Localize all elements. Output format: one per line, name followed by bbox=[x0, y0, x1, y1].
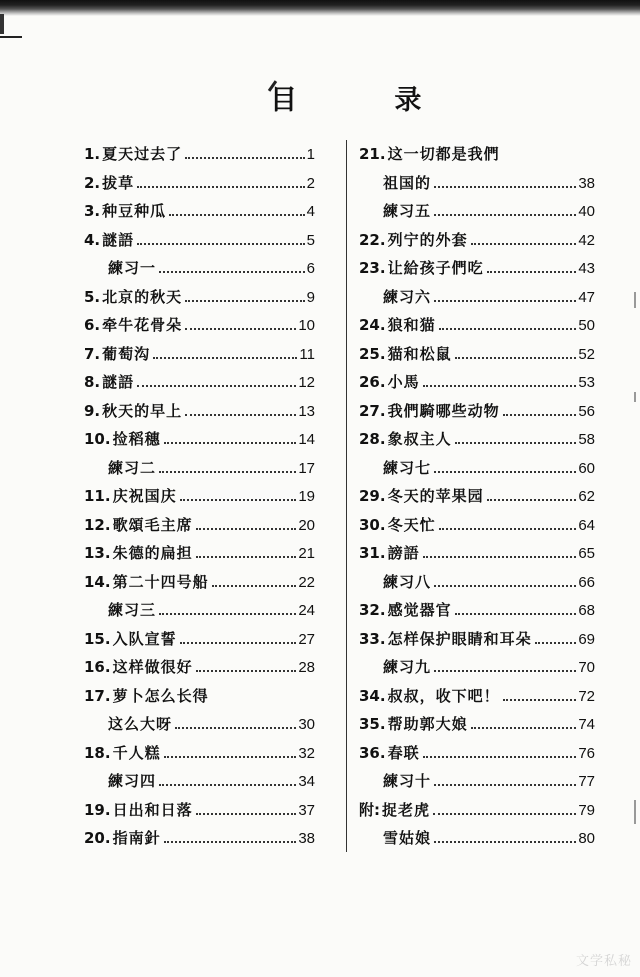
scan-edge-mark bbox=[634, 392, 636, 402]
watermark: 文学私秘 bbox=[575, 954, 632, 969]
dot-leader bbox=[434, 300, 576, 302]
toc-entry-number: 21. bbox=[359, 145, 386, 163]
toc-entry-title: 練习十 bbox=[383, 772, 432, 790]
toc-entry-title: 庆祝国庆 bbox=[112, 487, 177, 505]
toc-entry-page: 66 bbox=[578, 573, 595, 591]
dot-leader bbox=[180, 499, 297, 501]
toc-entry-page: 70 bbox=[578, 659, 595, 676]
toc-entry-title: 葡萄沟 bbox=[102, 344, 151, 363]
dot-leader bbox=[434, 585, 576, 587]
toc-entry bbox=[359, 311, 595, 340]
toc-entry-title: 感觉器官 bbox=[387, 601, 452, 619]
toc-entry-number: 9. bbox=[84, 401, 101, 420]
toc-entry-page: 38 bbox=[298, 830, 315, 847]
toc-entry-page: 60 bbox=[578, 459, 595, 477]
toc-entry bbox=[84, 283, 315, 312]
toc-entry-page: 17 bbox=[298, 459, 315, 477]
toc-entry-page: 12 bbox=[298, 374, 315, 391]
toc-entry-page: 52 bbox=[578, 345, 595, 363]
toc-entry-number: 22. bbox=[359, 230, 386, 249]
toc-entry-title: 歌頌毛主席 bbox=[112, 515, 193, 534]
toc-entry-title: 捉老虎 bbox=[382, 800, 431, 819]
toc-entry-page: 27 bbox=[298, 630, 315, 648]
toc-entry-title: 謎語 bbox=[102, 373, 135, 391]
toc-entry-number: 17. bbox=[84, 686, 111, 705]
toc-entry bbox=[359, 653, 595, 682]
toc-entry-title: 让給孩子們吃 bbox=[387, 259, 484, 277]
toc-entry-number: 31. bbox=[359, 544, 386, 562]
toc-entry-title: 謗語 bbox=[387, 544, 420, 562]
toc-entry-page: 77 bbox=[578, 773, 595, 790]
dot-leader bbox=[434, 214, 576, 216]
dot-leader bbox=[137, 243, 305, 245]
toc-entry-title: 夏天过去了 bbox=[102, 145, 183, 163]
toc-entry bbox=[359, 140, 595, 169]
dot-leader bbox=[185, 157, 305, 159]
toc-entry bbox=[84, 340, 315, 369]
toc-entry-page: 53 bbox=[578, 374, 595, 391]
toc-entry-title: 怎样保护眼睛和耳朵 bbox=[387, 629, 532, 648]
toc-entry bbox=[84, 710, 315, 739]
toc-entry bbox=[359, 283, 595, 312]
toc-entry-page: 10 bbox=[298, 317, 315, 334]
toc-entry-title: 練习四 bbox=[108, 772, 157, 790]
dot-leader bbox=[423, 756, 577, 758]
dot-leader bbox=[439, 528, 577, 530]
toc-entry-title: 拔草 bbox=[102, 173, 135, 192]
toc-entry-page: 9 bbox=[306, 288, 315, 306]
toc-entry-title: 朱德的扁担 bbox=[112, 544, 193, 562]
dot-leader bbox=[175, 727, 296, 729]
column-divider bbox=[346, 140, 347, 852]
dot-leader bbox=[159, 271, 305, 273]
toc-entry-number: 13. bbox=[84, 544, 111, 562]
toc-entry bbox=[84, 254, 315, 283]
dot-leader bbox=[159, 613, 296, 615]
toc-entry-title: 这样做很好 bbox=[112, 658, 193, 676]
toc-entry bbox=[84, 397, 315, 426]
toc-entry-number: 35. bbox=[359, 715, 386, 733]
toc-entry-page: 69 bbox=[578, 630, 595, 648]
toc-entry-page: 74 bbox=[578, 716, 595, 733]
toc-entry-title: 練习九 bbox=[383, 658, 432, 676]
page-title: 目 录 bbox=[270, 85, 466, 116]
toc-entry-number: 6. bbox=[84, 316, 101, 334]
toc-entry-title: 象叔主人 bbox=[387, 430, 452, 448]
toc-entry-number: 32. bbox=[359, 601, 386, 619]
toc-entry bbox=[84, 169, 315, 198]
dot-leader bbox=[439, 328, 577, 330]
toc-entry-page: 47 bbox=[578, 288, 595, 306]
toc-entry bbox=[84, 140, 315, 169]
toc-entry-number: 18. bbox=[84, 743, 111, 762]
toc-entry-title: 入队宣誓 bbox=[112, 629, 177, 648]
toc-entry bbox=[84, 767, 315, 796]
dot-leader bbox=[196, 670, 297, 672]
toc-entry bbox=[359, 425, 595, 454]
toc-entry-page: 42 bbox=[578, 231, 595, 249]
toc-entry-number: 33. bbox=[359, 629, 386, 648]
toc-left-column bbox=[84, 140, 315, 853]
toc-entry bbox=[84, 824, 315, 853]
toc-entry-title: 練习八 bbox=[383, 572, 432, 591]
toc-entry-number: 24. bbox=[359, 316, 386, 334]
toc-entry-title: 种豆种瓜 bbox=[102, 202, 167, 220]
toc-entry-number: 1. bbox=[84, 145, 101, 163]
toc-entry bbox=[359, 197, 595, 226]
toc-entry-number: 5. bbox=[84, 287, 101, 306]
toc-entry-number: 20. bbox=[84, 829, 111, 847]
dot-leader bbox=[137, 385, 296, 387]
scan-left-mark bbox=[0, 14, 4, 34]
scan-top-edge bbox=[0, 0, 640, 16]
dot-leader bbox=[423, 556, 577, 558]
toc-entry bbox=[84, 226, 315, 255]
toc-entry-page: 32 bbox=[298, 744, 315, 762]
toc-entry-title: 冬天的苹果园 bbox=[387, 487, 484, 505]
toc-entry bbox=[84, 425, 315, 454]
toc-entry-page: 65 bbox=[578, 545, 595, 562]
toc-entry-page: 11 bbox=[299, 345, 315, 363]
toc-entry bbox=[84, 311, 315, 340]
dot-leader bbox=[455, 613, 577, 615]
toc-entry-number: 10. bbox=[84, 430, 111, 448]
toc-entry bbox=[359, 226, 595, 255]
toc-entry bbox=[359, 511, 595, 540]
toc-entry-page: 22 bbox=[298, 573, 315, 591]
toc-entry-number: 36. bbox=[359, 743, 386, 762]
toc-entry-title: 帮助郭大娘 bbox=[387, 715, 468, 733]
toc-entry-number: 附: bbox=[359, 800, 380, 819]
dot-leader bbox=[159, 784, 296, 786]
toc-entry-number: 12. bbox=[84, 515, 111, 534]
toc-entry bbox=[84, 796, 315, 825]
toc-entry-title: 狼和猫 bbox=[387, 316, 436, 334]
toc-entry-title: 練习一 bbox=[108, 259, 157, 277]
toc-entry-page: 2 bbox=[306, 174, 315, 192]
dot-leader bbox=[471, 243, 577, 245]
dot-leader bbox=[164, 442, 297, 444]
toc-entry-page: 21 bbox=[298, 545, 315, 562]
toc-entry-title: 練习二 bbox=[108, 458, 157, 477]
dot-leader bbox=[471, 727, 577, 729]
dot-leader bbox=[185, 328, 296, 330]
toc-entry-page: 58 bbox=[578, 431, 595, 448]
toc-entry bbox=[359, 710, 595, 739]
toc-entry-page: 43 bbox=[578, 260, 595, 277]
dot-leader bbox=[196, 528, 297, 530]
toc-entry bbox=[359, 397, 595, 426]
dot-leader bbox=[137, 186, 305, 188]
toc-entry-page: 76 bbox=[578, 744, 595, 762]
toc-entry-number: 11. bbox=[84, 487, 111, 505]
toc-entry bbox=[359, 596, 595, 625]
dot-leader bbox=[455, 442, 577, 444]
toc-entry bbox=[84, 568, 315, 597]
toc-entry bbox=[84, 197, 315, 226]
toc-right-column bbox=[359, 140, 595, 853]
toc-entry-number: 29. bbox=[359, 487, 386, 505]
toc-entry-number: 27. bbox=[359, 401, 386, 420]
dot-leader bbox=[185, 414, 296, 416]
dot-leader bbox=[434, 186, 576, 188]
toc-entry-page: 14 bbox=[298, 431, 315, 448]
toc-entry-number: 30. bbox=[359, 515, 386, 534]
toc-entry-number: 14. bbox=[84, 572, 111, 591]
toc-entry-page: 20 bbox=[298, 516, 315, 534]
toc-entry bbox=[359, 340, 595, 369]
toc-entry-page: 19 bbox=[298, 488, 315, 505]
toc-entry bbox=[84, 682, 315, 711]
toc-entry bbox=[359, 454, 595, 483]
toc-entry bbox=[84, 368, 315, 397]
toc-entry bbox=[84, 539, 315, 568]
toc-entry bbox=[359, 824, 595, 853]
toc-entry bbox=[84, 653, 315, 682]
toc-entry-title: 小馬 bbox=[387, 373, 420, 391]
toc-entry-title: 北京的秋天 bbox=[102, 287, 183, 306]
dot-leader bbox=[503, 414, 577, 416]
toc-entry-title: 冬天忙 bbox=[387, 515, 436, 534]
dot-leader bbox=[434, 784, 576, 786]
toc-entry-number: 2. bbox=[84, 173, 101, 192]
dot-leader bbox=[169, 214, 305, 216]
toc-entry-page: 80 bbox=[578, 830, 595, 847]
toc-entry bbox=[84, 596, 315, 625]
dot-leader bbox=[487, 271, 577, 273]
toc-entry-title: 練习六 bbox=[383, 287, 432, 306]
toc-entry-page: 50 bbox=[578, 317, 595, 334]
dot-leader bbox=[434, 841, 576, 843]
toc-entry-title: 第二十四号船 bbox=[112, 572, 209, 591]
toc-entry bbox=[359, 625, 595, 654]
toc-entry-title: 練习七 bbox=[383, 458, 432, 477]
dot-leader bbox=[196, 813, 297, 815]
toc-entry-page: 40 bbox=[578, 203, 595, 220]
toc-entry bbox=[359, 767, 595, 796]
toc-entry-title: 雪姑娘 bbox=[383, 829, 432, 847]
toc-entry-page: 34 bbox=[298, 773, 315, 790]
toc-entry-number: 34. bbox=[359, 686, 386, 705]
toc-entry bbox=[84, 625, 315, 654]
toc-entry-number: 16. bbox=[84, 658, 111, 676]
toc-entry-title: 秋天的早上 bbox=[102, 401, 183, 420]
toc-entry-title: 叔叔，收下吧！ bbox=[387, 686, 500, 705]
toc-entry bbox=[359, 568, 595, 597]
toc-entry-title: 捡稻穗 bbox=[112, 430, 161, 448]
toc-entry-page: 4 bbox=[306, 203, 315, 220]
toc-entry bbox=[359, 739, 595, 768]
dot-leader bbox=[180, 642, 297, 644]
toc-entry-page: 38 bbox=[578, 174, 595, 192]
dot-leader bbox=[164, 841, 297, 843]
toc-entry-title: 千人糕 bbox=[112, 743, 161, 762]
dot-leader bbox=[212, 585, 297, 587]
toc-entry-title: 練习五 bbox=[383, 202, 432, 220]
toc-entry-page: 28 bbox=[298, 659, 315, 676]
dot-leader bbox=[423, 385, 577, 387]
dot-leader bbox=[159, 471, 296, 473]
toc-entry-number: 4. bbox=[84, 230, 101, 249]
toc-entry-page: 79 bbox=[578, 801, 595, 819]
toc-entry-title: 謎語 bbox=[102, 230, 135, 249]
toc-entry-title: 指南針 bbox=[112, 829, 161, 847]
dot-leader bbox=[185, 300, 305, 302]
toc-entry bbox=[359, 539, 595, 568]
dot-leader bbox=[535, 642, 577, 644]
dot-leader bbox=[487, 499, 577, 501]
toc-entry-title: 萝卜怎么长得 bbox=[112, 686, 209, 705]
dot-leader bbox=[196, 556, 297, 558]
dot-leader bbox=[434, 670, 576, 672]
toc-entry-page: 6 bbox=[306, 260, 315, 277]
toc-entry-number: 7. bbox=[84, 344, 101, 363]
toc-entry-page: 30 bbox=[298, 716, 315, 733]
toc-entry bbox=[84, 511, 315, 540]
dot-leader bbox=[164, 756, 297, 758]
toc-entry bbox=[359, 169, 595, 198]
toc-entry-page: 56 bbox=[578, 402, 595, 420]
toc-entry bbox=[84, 739, 315, 768]
toc-entry-number: 8. bbox=[84, 373, 101, 391]
toc-entry bbox=[359, 682, 595, 711]
toc-entry-page: 5 bbox=[306, 231, 315, 249]
toc-entry-page: 1 bbox=[306, 146, 315, 163]
toc-entry-page: 24 bbox=[298, 602, 315, 619]
toc-entry-page: 64 bbox=[578, 516, 595, 534]
dot-leader bbox=[153, 357, 297, 359]
dot-leader bbox=[434, 471, 576, 473]
toc-entry bbox=[359, 482, 595, 511]
toc-entry-title: 日出和日落 bbox=[112, 800, 193, 819]
dot-leader bbox=[433, 813, 576, 815]
scan-top-line bbox=[0, 36, 22, 38]
dot-leader bbox=[503, 699, 577, 701]
toc-entry-title: 春联 bbox=[387, 743, 420, 762]
toc-entry-page: 62 bbox=[578, 488, 595, 505]
scan-edge-mark bbox=[634, 292, 636, 308]
toc-entry-number: 23. bbox=[359, 259, 386, 277]
toc-entry-title: 列宁的外套 bbox=[387, 230, 468, 249]
toc-entry-title: 猫和松鼠 bbox=[387, 344, 452, 363]
toc-entry-title: 我們騎哪些动物 bbox=[387, 401, 500, 420]
toc-entry-number: 25. bbox=[359, 344, 386, 363]
toc-entry-page: 72 bbox=[578, 687, 595, 705]
toc-entry bbox=[359, 254, 595, 283]
toc-entry-number: 19. bbox=[84, 800, 111, 819]
toc-entry-number: 15. bbox=[84, 629, 111, 648]
toc-entry-title: 这一切都是我們 bbox=[387, 145, 500, 163]
toc-entry-page: 13 bbox=[298, 402, 315, 420]
toc-entry-title: 練习三 bbox=[108, 601, 157, 619]
toc-entry bbox=[359, 796, 595, 825]
toc-entry-title: 祖国的 bbox=[383, 173, 432, 192]
toc-entry-title: 这么大呀 bbox=[108, 715, 173, 733]
toc-entry-number: 3. bbox=[84, 202, 101, 220]
toc-entry-page: 68 bbox=[578, 602, 595, 619]
dot-leader bbox=[455, 357, 577, 359]
toc-entry-page: 37 bbox=[298, 801, 315, 819]
toc-entry-title: 牵牛花骨朵 bbox=[102, 316, 183, 334]
toc-entry bbox=[84, 482, 315, 511]
toc-entry bbox=[359, 368, 595, 397]
scan-edge-mark bbox=[634, 800, 636, 824]
toc-entry bbox=[84, 454, 315, 483]
toc-entry-number: 26. bbox=[359, 373, 386, 391]
toc-entry-number: 28. bbox=[359, 430, 386, 448]
